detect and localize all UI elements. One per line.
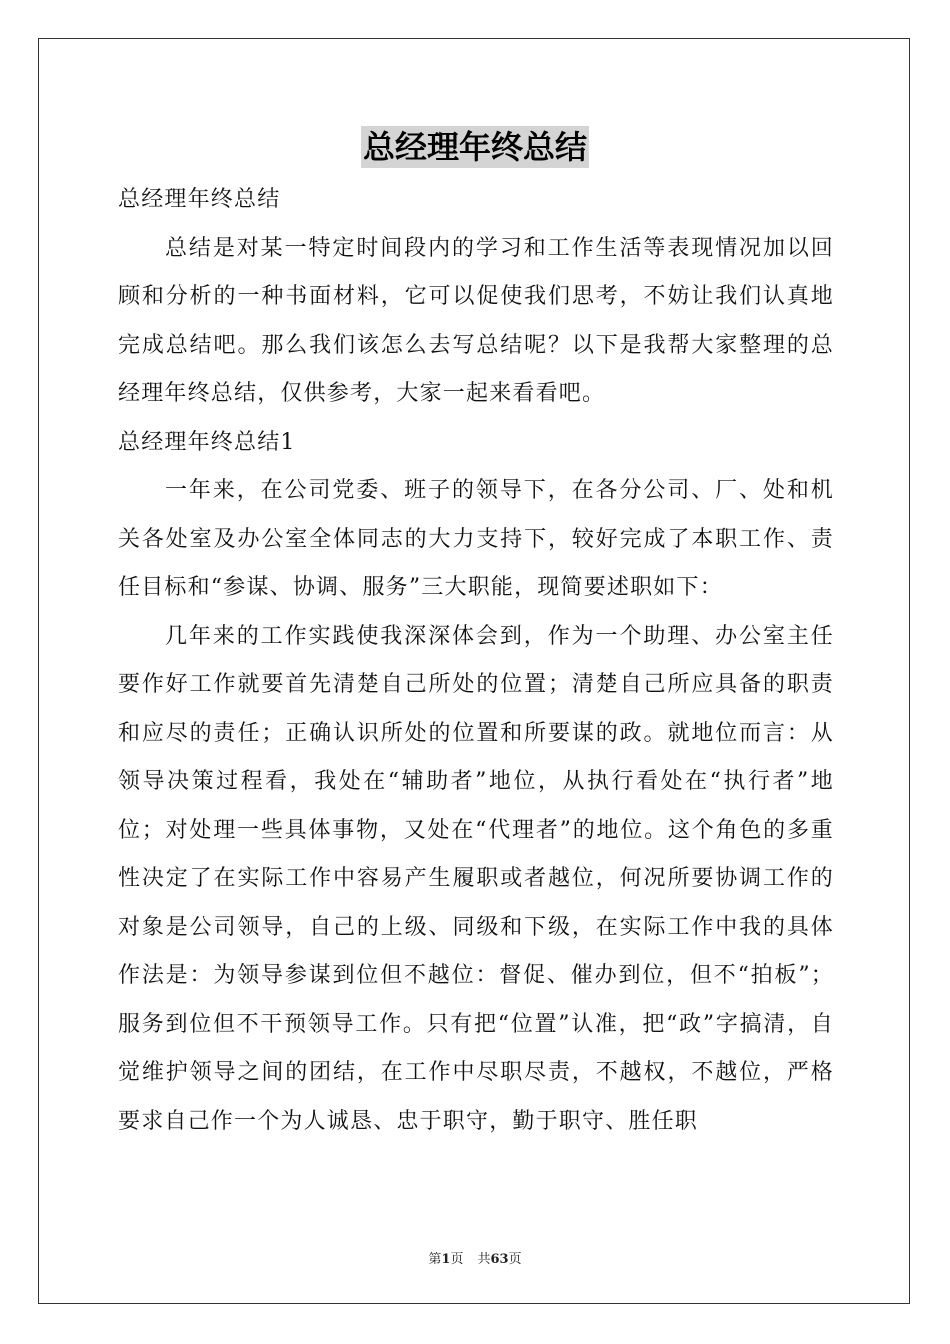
page-suffix: 页 [450,1252,464,1267]
total-prefix: 共 [477,1252,491,1267]
page-number: 1 [441,1252,451,1267]
total-pages: 63 [490,1252,509,1267]
page-prefix: 第 [428,1252,442,1267]
intro-paragraph: 总结是对某一特定时间段内的学习和工作生活等表现情况加以回顾和分析的一种书面材料，它可以促使我们思考，不妨让我们认真地完成总结吧。那么我们该怎么去写总结呢？以下是我帮大家整理的总经理年终总结，仅供参考，大家一起来看看吧。 [118,235,834,406]
page-footer [0,1248,950,1267]
title-container [0,126,950,168]
section-heading: 总经理年终总结1 [118,429,296,455]
body-paragraph-2: 几年来的工作实践使我深深体会到，作为一个助理、办公室主任要作好工作就要首先清楚自己所处的位置；清楚自己所应具备的职责和应尽的责任；正确认识所处的位置和所要谋的政。就地位而言：从领导决策过程看，我处在“辅助者”地位，从执行看处在“执行者”地位；对处理一些具体事物，又处在“代理者”的地位。这个角色的多重性决定了在实际工作中容易产生履职或者越位，何况所要协调工作的对象是公司领导，自己的上级、同级和下级，在实际工作中我的具体作法是：为领导参谋到位但不越位：督促、催办到位，但不“拍板”；服务到位但不干预领导工作。只有把“位置”认准，把“政”字搞清，自觉维护领导之间的团结，在工作中尽职尽责，不越权，不越位，严格要求自己作一个为人诚恳、忠于职守，勤于职守、胜任职 [118,623,834,1134]
document-title: 总经理年终总结 [362,128,587,166]
total-suffix: 页 [508,1252,522,1267]
document-body [118,176,834,1146]
body-paragraph-1: 一年来，在公司党委、班子的领导下，在各分公司、厂、处和机关各处室及办公室全体同志的大力支持下，较好完成了本职工作、责任目标和“参谋、协调、服务”三大职能，现简要述职如下： [118,478,834,600]
subtitle-paragraph: 总经理年终总结 [118,187,281,212]
